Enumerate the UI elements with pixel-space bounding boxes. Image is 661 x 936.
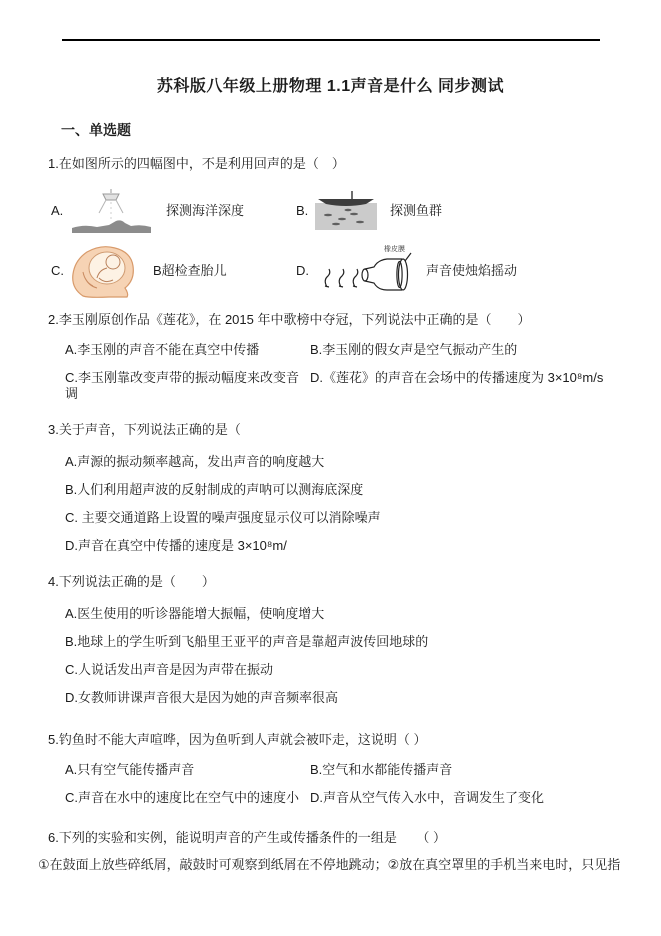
fish-school-illustration-icon	[314, 190, 378, 232]
question-1	[48, 156, 635, 298]
option-b: B.李玉刚的假女声是空气振动产生的	[310, 342, 518, 357]
question-text: 李玉刚原创作品《莲花》，在 2015 年中歌榜中夺冠，下列说法中正确的是（ ）	[58, 312, 531, 327]
question-text: 钓鱼时不能大声喧哗，因为鱼听到人声就会被吓走，这说明（ ）	[58, 732, 427, 747]
question-number: 4.	[48, 574, 59, 589]
page-title: 苏科版八年级上册物理 1.1声音是什么 同步测试	[156, 78, 505, 95]
option-d	[296, 248, 635, 294]
option-c-label: C.	[51, 263, 64, 278]
option-a: A.声源的振动频率越高，发出声音的响度越大	[65, 454, 325, 469]
option-a: A.李玉刚的声音不能在真空中传播	[65, 342, 260, 357]
option-a: A.只有空气能传播声音	[65, 762, 195, 777]
option-c	[51, 244, 296, 298]
fetus-ultrasound-illustration-icon	[69, 244, 141, 298]
header-rule	[62, 39, 600, 41]
question-text: 关于声音，下列说法正确的是（	[58, 422, 241, 437]
question-6-continuation: ①在鼓面上放些碎纸屑，敲鼓时可观察到纸屑在不停地跳动；②放在真空罩里的手机当来电时，只见指	[38, 857, 621, 872]
option-b: B.地球上的学生听到飞船里王亚平的声音是靠超声波传回地球的	[65, 634, 429, 649]
option-b	[296, 190, 635, 232]
sonar-depth-illustration-icon	[69, 188, 154, 234]
rubber-membrane-label: 橡皮膜	[384, 246, 405, 253]
option-c: C.人说话发出声音是因为声带在振动	[65, 662, 274, 677]
option-b-label: B.	[296, 203, 309, 218]
option-c: C. 主要交通道路上设置的噪声强度显示仪可以消除噪声	[65, 510, 381, 525]
question-2	[48, 312, 635, 402]
question-text: 在如图所示的四幅图中，不是利用回声的是（ ）	[58, 156, 345, 171]
option-d: D.声音从空气传入水中，音调发生了变化	[310, 790, 545, 805]
question-2-options	[65, 342, 635, 402]
option-d: D.女教师讲课声音很大是因为她的声音频率很高	[65, 690, 339, 705]
question-number: 6.	[48, 830, 59, 845]
question-1-options	[51, 188, 635, 298]
option-a-caption: 探测海洋深度	[166, 203, 245, 218]
question-3	[48, 422, 635, 554]
option-c: C.声音在水中的速度比在空气中的速度小	[65, 790, 300, 805]
option-b: B.空气和水都能传播声音	[310, 762, 453, 777]
option-a	[51, 188, 296, 234]
question-number: 3.	[48, 422, 59, 437]
question-number: 1.	[48, 156, 59, 171]
question-4	[48, 574, 635, 706]
question-5-options	[65, 762, 635, 806]
question-text: 下列的实验和实例，能说明声音的产生或传播条件的一组是 （ ）	[58, 830, 446, 845]
option-b-caption: 探测鱼群	[390, 203, 443, 218]
option-c-caption: B超检查胎儿	[153, 263, 227, 278]
option-a-label: A.	[51, 203, 64, 218]
question-6	[48, 830, 635, 846]
option-d: D.《莲花》的声音在会场中的传播速度为 3×10⁸m/s	[310, 370, 604, 385]
question-number: 5.	[48, 732, 59, 747]
option-d-caption: 声音使烛焰摇动	[426, 263, 518, 278]
option-c: C.李玉刚靠改变声带的振动幅度来改变音调	[65, 370, 300, 401]
question-text: 下列说法正确的是（ ）	[58, 574, 215, 589]
option-d: D.声音在真空中传播的速度是 3×10⁸m/	[65, 538, 287, 553]
candle-bottle-illustration-icon	[314, 248, 414, 294]
option-b: B.人们利用超声波的反射制成的声呐可以测海底深度	[65, 482, 364, 497]
question-5	[48, 732, 635, 806]
option-a: A.医生使用的听诊器能增大振幅，使响度增大	[65, 606, 325, 621]
option-d-label: D.	[296, 263, 309, 278]
question-number: 2.	[48, 312, 59, 327]
section-heading: 一、单选题	[61, 122, 131, 138]
